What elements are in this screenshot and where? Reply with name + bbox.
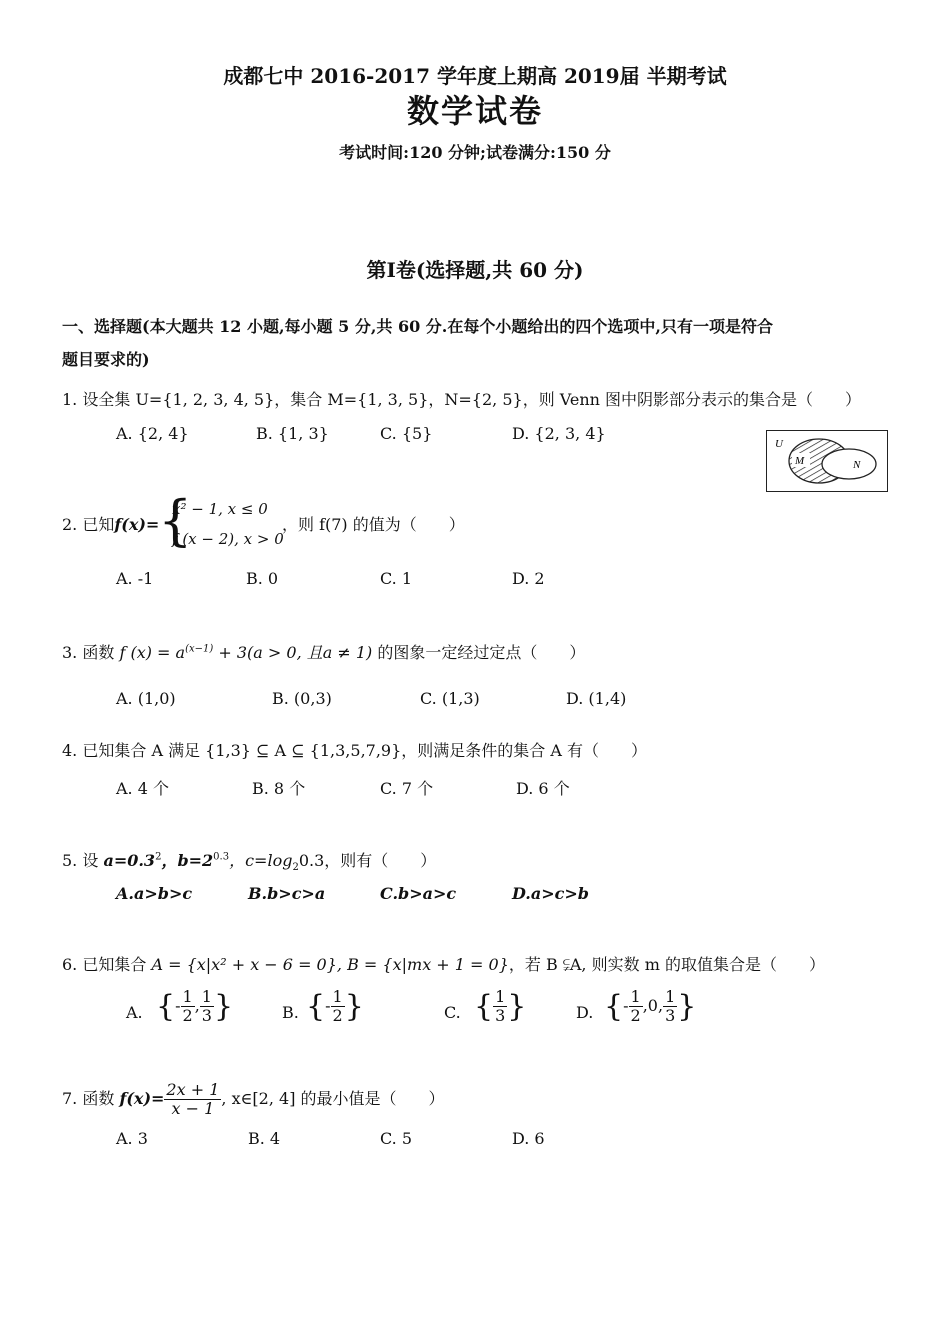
- q2-option-a: A. -1: [116, 569, 154, 588]
- q5-b-sup: 0.3: [213, 851, 230, 863]
- q4-option-b: B. 8 个: [252, 779, 306, 798]
- q6-stem: [62, 952, 825, 975]
- venn-label-u: U: [775, 438, 783, 450]
- q6-prefix: 6. 已知集合: [62, 955, 152, 974]
- q5-option-b: B.b>c>a: [248, 884, 326, 903]
- q3-option-d: D. (1,4): [566, 689, 627, 708]
- section-heading-line2: 题目要求的): [62, 350, 150, 369]
- q2-piece2: f (x − 2), x > 0: [172, 530, 284, 548]
- q3-formula: f (x) = a: [119, 643, 186, 662]
- q2-brace: {: [158, 489, 193, 552]
- q5-a: a=0.3: [103, 851, 156, 870]
- q5-option-d: D.a>c>b: [512, 884, 589, 903]
- q6-option-a: {- $\frac{1}{2}$ , $\frac{1}{3}$ }: [156, 987, 234, 1025]
- q5-tail: 0.3，则有（ ）: [298, 851, 437, 870]
- venn-svg: [767, 431, 889, 493]
- q3-option-a: A. (1,0): [116, 689, 176, 708]
- q5-prefix: 5. 设: [62, 851, 104, 870]
- q5-option-a: A.a>b>c: [116, 884, 193, 903]
- q3-prefix: 3. 函数: [62, 643, 115, 662]
- q5-c-sub: 2: [292, 862, 299, 874]
- q7-option-c: C. 5: [380, 1129, 413, 1148]
- q7-func: f(x)=: [119, 1089, 165, 1108]
- venn-label-n: N: [853, 459, 861, 471]
- q7-fraction: $\frac{2x + 1}{x - 1}$: [166, 1080, 220, 1118]
- q6-option-d: {- $\frac{1}{2}$ ,0, $\frac{1}{3}$ }: [604, 987, 697, 1025]
- q4-option-a: A. 4 个: [116, 779, 169, 798]
- section-heading-line1: 一、选择题(本大题共 12 小题,每小题 5 分,共 60 分.在每个小题给出的四个选项中,只有一项是符合: [62, 317, 773, 336]
- q2-func: f(x)=: [114, 515, 160, 534]
- exam-info: 考试时间:120 分钟;试卷满分:150 分: [339, 143, 611, 162]
- q2-option-b: B. 0: [246, 569, 279, 588]
- q6-option-c-letter: C.: [444, 1003, 461, 1022]
- part-title: 第Ⅰ卷(选择题,共 60 分): [366, 258, 584, 282]
- q7-prefix: 7. 函数: [62, 1089, 120, 1108]
- q3-exponent: (x−1): [185, 643, 214, 655]
- q5-stem: [62, 848, 436, 873]
- q7-option-d: D. 6: [512, 1129, 545, 1148]
- q3-stem: [62, 640, 585, 663]
- venn-set-n: [822, 449, 876, 479]
- q1-option-d: D. {2, 3, 4}: [512, 424, 606, 443]
- q1-option-b: B. {1, 3}: [256, 424, 329, 443]
- q3-formula-tail: + 3(a > 0, 且a ≠ 1): [213, 643, 373, 662]
- q1-option-a: A. {2, 4}: [116, 424, 189, 443]
- q4-stem: 4. 已知集合 A 满足 {1,3} ⊆ A ⊆ {1,3,5,7,9}，则满足条件的集合 A 有（ ）: [62, 741, 648, 760]
- q1-option-c: C. {5}: [380, 424, 433, 443]
- q6-option-d-letter: D.: [576, 1003, 594, 1022]
- q1-stem: 1. 设全集 U={1, 2, 3, 4, 5}，集合 M={1, 3, 5}，N={2, 5}，则 Venn 图中阴影部分表示的集合是（ ）: [62, 390, 862, 409]
- q2-piece1: x² − 1, x ≤ 0: [172, 500, 268, 518]
- q2-option-d: D. 2: [512, 569, 545, 588]
- school-line: 成都七中 2016-2017 学年度上期高 2019届 半期考试: [223, 64, 727, 88]
- q7-suffix: , x∈[2, 4] 的最小值是（ ）: [221, 1089, 445, 1108]
- q7-stem: [62, 1081, 445, 1118]
- q2-prefix: 2. 已知: [62, 515, 115, 534]
- q6-option-c: { $\frac{1}{3}$ }: [474, 987, 527, 1025]
- q2-suffix: ，则 f(7) 的值为（ ）: [282, 515, 465, 534]
- q4-option-d: D. 6 个: [516, 779, 570, 798]
- q5-option-c: C.b>a>c: [380, 884, 457, 903]
- page-title: 数学试卷: [406, 92, 543, 130]
- q5-b: ，b=2: [161, 851, 214, 870]
- q6-option-a-letter: A.: [126, 1003, 143, 1022]
- q5-a-sup: 2: [155, 851, 162, 863]
- q3-option-c: C. (1,3): [420, 689, 480, 708]
- q6-suffix: ，若 B ⫋A, 则实数 m 的取值集合是（ ）: [508, 955, 825, 974]
- venn-diagram: [766, 430, 888, 492]
- q3-suffix: 的图象一定经过定点（ ）: [377, 643, 586, 662]
- q2-option-c: C. 1: [380, 569, 413, 588]
- q2-prefix-line: [62, 512, 159, 535]
- q7-option-b: B. 4: [248, 1129, 281, 1148]
- q3-option-b: B. (0,3): [272, 689, 332, 708]
- q6-option-b-letter: B.: [282, 1003, 299, 1022]
- q6-option-b: {- $\frac{1}{2}$ }: [306, 987, 364, 1025]
- q7-option-a: A. 3: [116, 1129, 148, 1148]
- q4-option-c: C. 7 个: [380, 779, 434, 798]
- q6-formula: A = {x|x² + x − 6 = 0}, B = {x|mx + 1 = 0}: [151, 955, 509, 974]
- q5-c: ，c=log: [229, 851, 293, 870]
- venn-label-m: M: [795, 455, 805, 467]
